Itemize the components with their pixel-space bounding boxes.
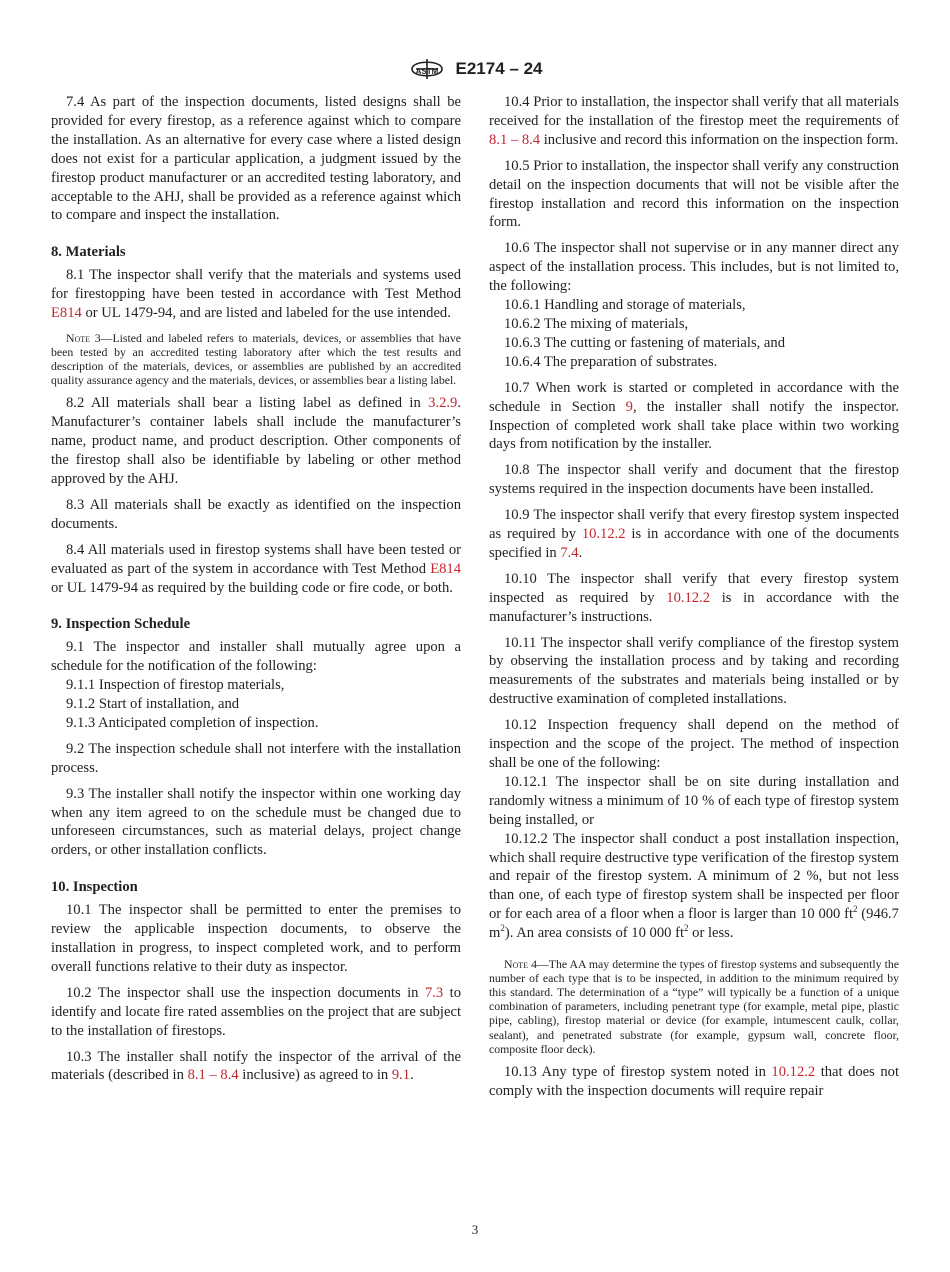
paragraph-10-5: 10.5 Prior to installation, the inspector shall verify any construction detail on the inspection documents that will not be visible after the firestop installation and record this information on the inspection form. [489,157,899,231]
ref-link-8-1-8-4[interactable]: 8.1 – 8.4 [187,1067,239,1084]
paragraph-9-1-1: 9.1.1 Inspection of firestop materials, [66,677,285,694]
paragraph-10-13: 10.13 Any type of firestop system noted in 10.12.2 that does not comply with the inspection documents will require repair [489,1063,899,1099]
paragraph-8-1: 8.1 The inspector shall verify that the materials and systems used for firestopping have been tested in accordance with Test Method E814 or UL 1479-94, and are listed and labeled for the use intended. [51,267,461,322]
ref-link-section-9[interactable]: 9 [625,398,633,415]
ref-link-3-2-9[interactable]: 3.2.9 [428,395,458,412]
left-column [51,93,461,1085]
paragraph-10-12: 10.12 Inspection frequency shall depend on the method of inspection and the scope of the project. The method of inspection shall be one of the following: [489,717,899,771]
ref-link-e814[interactable]: E814 [51,305,82,322]
paragraph-10-6-2: 10.6.2 The mixing of materials, [504,315,689,332]
paragraph-10-6-1: 10.6.1 Handling and storage of materials, [504,297,746,314]
paragraph-10-1: 10.1 The inspector shall be permitted to enter the premises to review the applicable inspection documents, to observe the installation in progress, to inspect completed work, and to perform overall functions relative to their duty as inspector. [51,902,461,975]
paragraph-9-1: 9.1 The inspector and installer shall mutually agree upon a schedule for the notification of the following: [51,639,461,675]
ref-link-10-12-2[interactable]: 10.12.2 [771,1063,816,1080]
paragraph-8-3: 8.3 All materials shall be exactly as identified on the inspection documents. [51,496,461,532]
standard-designation: E2174 – 24 [455,59,543,78]
paragraph-8-4: 8.4 All materials used in firestop systems shall have been tested or evaluated as part of the system in accordance with Test Method E814 or UL 1479-94 as required by the building code or fire code, or both. [51,541,461,596]
paragraph-7-4: 7.4 As part of the inspection documents, listed designs shall be provided for every firestop, as a reference against which to compare the installation. As an alternative for every case where a listed design does not exist for a particular application, a judgment issued by the firestop product manufacturer or an accredited testing laboratory, and acceptable to the AHJ, shall be provided as a reference against which to compare and inspect the installation. [51,94,461,224]
section-heading-9: 9. Inspection Schedule [51,616,191,633]
paragraph-10-4: 10.4 Prior to installation, the inspector shall verify that all materials received for the installation of the firestop meet the requirements of 8.1 – 8.4 inclusive and record this information on the inspection form. [489,94,899,148]
page-number: 3 [471,1222,479,1237]
ref-link-8-1-8-4[interactable]: 8.1 – 8.4 [489,131,541,148]
paragraph-10-6-3: 10.6.3 The cutting or fastening of materials, and [504,334,785,351]
paragraph-10-2: 10.2 The inspector shall use the inspection documents in 7.3 to identify and locate fire rated assemblies on the project that are subject to the installation of firestops. [51,984,461,1039]
paragraph-10-12-2: 10.12.2 The inspector shall conduct a post installation inspection, which shall require destructive type verification of the firestop system and repair of the firestop system. A minimum of 2 %, but not less than one, of each type of firestop system shall be inspected per floor or for each area of a floor when a floor is larger than 10 000 $ft^2$ (946.7 $m^2$). An area consists of 10 000 $ft^2$ or less. [489,830,899,942]
paragraph-10-10: 10.10 The inspector shall verify that every firestop system inspected as required by 10.12.2 is in accordance with the manufacturer’s instructions. [489,570,899,625]
section-heading-10: 10. Inspection [51,879,138,896]
note-4: Note 4—The AA may determine the types of firestop systems and subsequently the number of each type that is to be inspected, in addition to the minimum required by this standard. The determination of a “type” will typically be a function of a unique combination of parameters, including penetrant type (for example, metal pipe, plastic pipe, cabling), firestop material or device (for example, intumescent caulk, collar, sealant), and penetrated substrate (for example, gypsum wall, concrete floor, composite floor deck). [489,957,899,1056]
paragraph-9-3: 9.3 The installer shall notify the inspector within one working day when any item agreed to on the schedule must be changed due to unforeseen circumstances, such as material delays, project change orders, or other installation conflicts. [51,785,461,859]
note-3: Note 3—Listed and labeled refers to materials, devices, or assemblies that have been tested by an accredited testing laboratory after which the test results and description of the materials, devices, or assemblies are published by an accredited quality assurance agency and the materials, devices, or assemblies bear a listing label. [51,330,461,388]
paragraph-10-7: 10.7 When work is started or completed in accordance with the schedule in Section 9, the installer shall notify the inspector. Inspection of completed work shall take place within two working days from notification by the installer. [489,379,899,453]
paragraph-10-6-4: 10.6.4 The preparation of substrates. [504,353,718,370]
paragraph-10-8: 10.8 The inspector shall verify and document that the firestop systems required in the inspection documents have been installed. [489,462,899,498]
ref-link-9-1[interactable]: 9.1 [391,1067,411,1084]
paragraph-10-3: 10.3 The installer shall notify the inspector of the arrival of the materials (described in 8.1 – 8.4 inclusive) as agreed to in 9.1. [51,1048,461,1084]
ref-link-10-12-2[interactable]: 10.12.2 [581,526,626,543]
paragraph-8-2: 8.2 All materials shall bear a listing label as defined in 3.2.9. Manufacturer’s container labels shall include the manufacturer’s name, product name, and product description. Other components of the firestop shall also be identifiable by labeling or other method approved by the AHJ. [51,395,461,487]
ref-link-7-4[interactable]: 7.4 [560,544,579,561]
astm-logo-text: ASTM [415,67,438,76]
ref-link-10-12-2[interactable]: 10.12.2 [666,589,711,606]
paragraph-9-1-3: 9.1.3 Anticipated completion of inspection. [66,714,319,731]
paragraph-10-6: 10.6 The inspector shall not supervise or in any manner direct any aspect of the installation process. This includes, but is not limited to, the following: [489,240,899,295]
ref-link-e814[interactable]: E814 [430,560,461,577]
ref-link-7-3[interactable]: 7.3 [424,984,444,1001]
section-heading-8: 8. Materials [51,244,126,261]
astm-logo-icon [408,54,446,84]
paragraph-10-11: 10.11 The inspector shall verify compliance of the firestop system by observing the installation process and by taking and recording measurements of the substrates and materials being installed or by destructive examination of completed installations. [489,634,899,708]
paragraph-9-1-2: 9.1.2 Start of installation, and [66,696,240,713]
page-header [0,54,950,84]
right-column [489,93,899,1101]
paragraph-10-12-1: 10.12.1 The inspector shall be on site during installation and randomly witness a minimum of 10 % of each type of firestop system being installed, or [489,773,899,828]
paragraph-10-9: 10.9 The inspector shall verify that every firestop system inspected as required by 10.12.2 is in accordance with one of the documents specified in 7.4. [489,507,899,561]
paragraph-9-2: 9.2 The inspection schedule shall not interfere with the installation process. [51,740,461,776]
